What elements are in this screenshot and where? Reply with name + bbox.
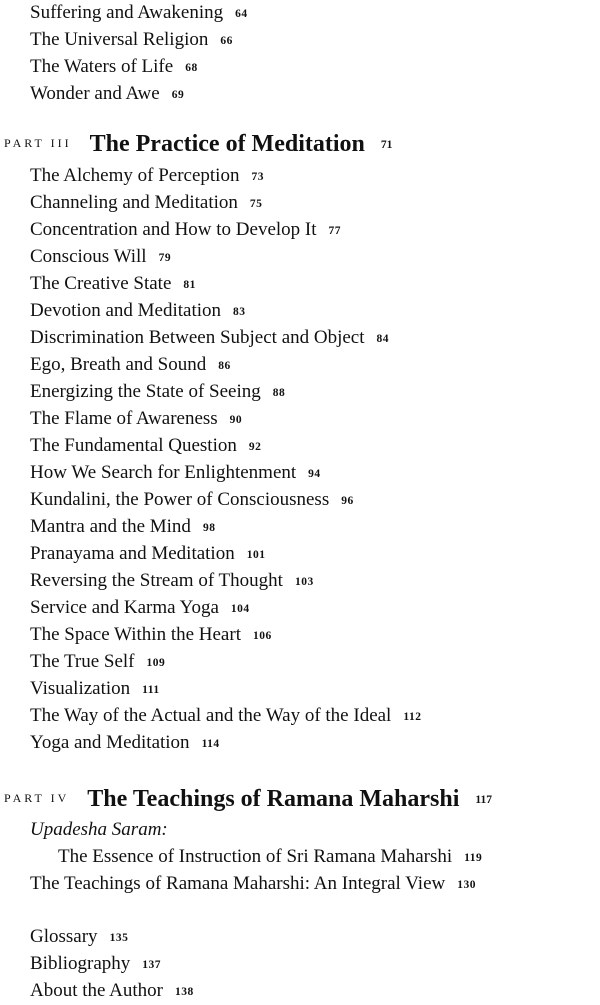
entry-title: The Essence of Instruction of Sri Ramana Maharshi (58, 846, 453, 867)
part-title: The Practice of Meditation (89, 131, 365, 157)
toc-entry-subheading (30, 818, 168, 842)
entry-title: Visualization (30, 678, 131, 699)
entry-title: The Universal Religion (30, 29, 209, 50)
entry-page: 94 (308, 468, 321, 480)
toc-entry[interactable] (30, 326, 389, 351)
toc-entry[interactable] (58, 845, 482, 870)
toc-entry[interactable] (30, 872, 476, 897)
toc-entry[interactable] (30, 515, 215, 540)
toc-entry[interactable] (30, 407, 242, 432)
entry-title: Energizing the State of Seeing (30, 381, 261, 402)
entry-title: Conscious Will (30, 246, 147, 267)
entry-title: Ego, Breath and Sound (30, 354, 207, 375)
toc-entry[interactable] (30, 82, 184, 107)
entry-page: 75 (249, 198, 263, 210)
entry-page: 137 (142, 959, 162, 971)
entry-title: The Space Within the Heart (30, 624, 241, 645)
part-page: 71 (380, 139, 393, 151)
entry-title: Glossary (30, 926, 98, 947)
entry-title: Pranayama and Meditation (30, 543, 235, 564)
entry-title: The Waters of Life (30, 56, 174, 77)
entry-page: 119 (464, 852, 483, 864)
entry-title: Yoga and Meditation (30, 732, 190, 753)
entry-title: Mantra and the Mind (30, 516, 191, 537)
entry-title: Wonder and Awe (30, 83, 160, 104)
entry-page: 101 (246, 549, 266, 561)
toc-entry[interactable] (30, 299, 246, 324)
entry-title: Discrimination Between Subject and Object (30, 327, 365, 348)
entry-page: 86 (218, 360, 231, 372)
entry-title: Concentration and How to Develop It (30, 219, 317, 240)
entry-page: 81 (183, 279, 196, 291)
toc-entry[interactable] (30, 596, 250, 621)
part-3-heading[interactable] (4, 128, 392, 162)
entry-title: The True Self (30, 651, 135, 672)
entry-page: 112 (403, 711, 422, 723)
toc-entry[interactable] (30, 55, 198, 80)
toc-entry[interactable] (30, 925, 128, 950)
toc-entry[interactable] (30, 704, 421, 729)
entry-page: 68 (185, 62, 198, 74)
toc-entry[interactable] (30, 245, 171, 270)
entry-page: 66 (220, 35, 233, 47)
toc-entry[interactable] (30, 353, 231, 378)
part-page: 117 (475, 794, 492, 806)
part-4-heading[interactable] (4, 783, 492, 817)
entry-title: The Fundamental Question (30, 435, 237, 456)
toc-entry[interactable] (30, 218, 341, 243)
entry-page: 103 (294, 576, 314, 588)
entry-page: 84 (376, 333, 390, 345)
entry-page: 77 (328, 225, 342, 237)
entry-title: Upadesha Saram: (30, 819, 168, 840)
toc-entry[interactable] (30, 28, 233, 53)
entry-page: 111 (142, 684, 160, 696)
entry-page: 92 (248, 441, 262, 453)
toc-entry[interactable] (30, 488, 354, 513)
entry-page: 83 (233, 306, 246, 318)
entry-title: Channeling and Meditation (30, 192, 238, 213)
toc-entry[interactable] (30, 461, 321, 486)
entry-page: 104 (230, 603, 250, 615)
entry-page: 114 (201, 738, 220, 750)
toc-entry[interactable] (30, 731, 220, 756)
toc-entry[interactable] (30, 434, 261, 459)
entry-page: 69 (171, 89, 185, 101)
toc-entry[interactable] (30, 272, 196, 297)
entry-page: 98 (202, 522, 216, 534)
entry-title: The Flame of Awareness (30, 408, 218, 429)
entry-title: Service and Karma Yoga (30, 597, 219, 618)
toc-entry[interactable] (30, 623, 272, 648)
part-title: The Teachings of Ramana Maharshi (87, 786, 460, 812)
entry-title: The Alchemy of Perception (30, 165, 240, 186)
toc-entry[interactable] (30, 952, 161, 977)
entry-title: How We Search for Enlightenment (30, 462, 297, 483)
entry-page: 73 (251, 171, 264, 183)
part-label: PART III (4, 136, 72, 150)
entry-page: 79 (158, 252, 172, 264)
entry-page: 130 (457, 879, 476, 891)
entry-page: 138 (175, 986, 194, 998)
toc-entry[interactable] (30, 1, 248, 26)
toc-entry[interactable] (30, 191, 262, 216)
entry-title: Reversing the Stream of Thought (30, 570, 283, 591)
entry-title: The Teachings of Ramana Maharshi: An Integral View (30, 873, 446, 894)
entry-page: 64 (235, 8, 248, 20)
entry-page: 96 (341, 495, 354, 507)
entry-title: The Creative State (30, 273, 172, 294)
toc-entry[interactable] (30, 542, 265, 567)
entry-title: Suffering and Awakening (30, 2, 224, 23)
entry-page: 135 (109, 932, 129, 944)
toc-entry[interactable] (30, 650, 165, 675)
entry-title: Bibliography (30, 953, 131, 974)
entry-title: The Way of the Actual and the Way of the Ideal (30, 705, 392, 726)
entry-page: 109 (146, 657, 166, 669)
entry-title: About the Author (30, 980, 163, 1001)
toc-entry[interactable] (30, 380, 285, 405)
entry-title: Kundalini, the Power of Consciousness (30, 489, 330, 510)
entry-page: 88 (272, 387, 286, 399)
entry-title: Devotion and Meditation (30, 300, 222, 321)
toc-entry[interactable] (30, 569, 314, 594)
entry-page: 90 (229, 414, 243, 426)
part-label: PART IV (4, 791, 70, 805)
entry-page: 106 (252, 630, 272, 642)
toc-entry[interactable] (30, 979, 194, 1004)
toc-entry[interactable] (30, 677, 160, 702)
toc-entry[interactable] (30, 164, 264, 189)
